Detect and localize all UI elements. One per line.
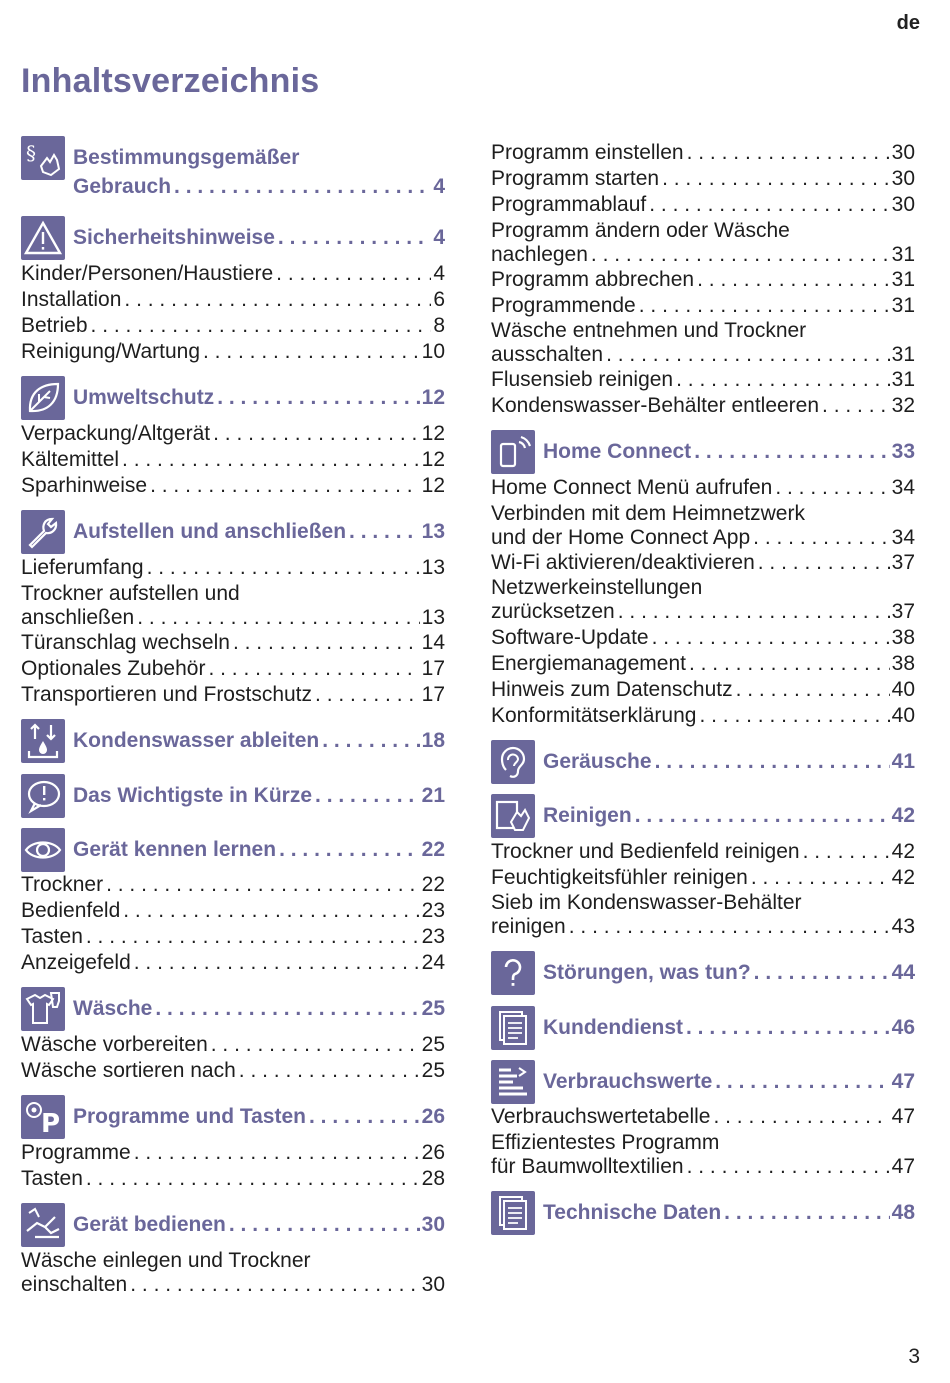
page-ref: 37 [891, 600, 915, 623]
entry-line [491, 525, 915, 551]
page-ref: 13 [421, 606, 445, 629]
language-code: de [896, 12, 920, 34]
documents-icon [491, 1006, 535, 1050]
entry-text: Programm abbrechen [491, 268, 695, 291]
page-ref: 42 [891, 840, 915, 863]
leader-dots [91, 313, 432, 339]
warning-triangle-icon [21, 216, 65, 260]
entry-line [491, 599, 915, 625]
heading-line [73, 519, 445, 545]
leader-dots [649, 192, 889, 218]
cleaning-hand-icon [491, 794, 535, 838]
question-mark-icon [491, 951, 535, 995]
entry-line [21, 682, 445, 708]
heading-text: Technische Daten [543, 1201, 722, 1224]
leader-dots [569, 914, 890, 940]
leader-dots [694, 439, 889, 465]
leader-dots [687, 1154, 890, 1180]
leader-dots [217, 385, 419, 411]
wrench-icon [21, 510, 65, 554]
page-ref: 43 [891, 915, 915, 938]
page-ref: 37 [891, 551, 915, 574]
page-ref: 38 [891, 652, 915, 675]
heading-line [73, 996, 445, 1022]
leader-dots [211, 1032, 420, 1058]
entry-line [491, 242, 915, 268]
page-ref: 26 [421, 1105, 445, 1128]
page-ref: 40 [891, 678, 915, 701]
leader-dots [635, 803, 890, 829]
entry-line [491, 140, 915, 166]
entry-line [21, 555, 445, 581]
entry-line [491, 166, 915, 192]
heading-text: Sicherheitshinweise [73, 226, 275, 249]
page-ref: 17 [421, 657, 445, 680]
heading-text: Kondenswasser ableiten [73, 729, 320, 752]
page-ref: 28 [421, 1167, 445, 1190]
page-ref: 30 [891, 193, 915, 216]
heading-line [543, 1069, 915, 1095]
leader-dots [150, 473, 420, 499]
leader-dots [822, 393, 890, 419]
entry-text: ausschalten [491, 343, 604, 366]
heading-line [73, 385, 445, 411]
entry-line [491, 550, 915, 576]
home-connect-icon [491, 430, 535, 474]
leader-dots [753, 525, 889, 551]
page-ref: 10 [421, 340, 445, 363]
entry-text: Reinigung/Wartung [21, 340, 200, 363]
leader-dots [106, 872, 420, 898]
leader-dots [309, 1104, 420, 1130]
entry-line [491, 1154, 915, 1180]
heading-line [73, 174, 445, 200]
entry-text: Programm starten [491, 167, 660, 190]
hand-operate-icon [21, 1203, 65, 1247]
entry-line [21, 447, 445, 473]
leader-dots [715, 1069, 889, 1095]
page-ref: 48 [891, 1201, 915, 1224]
eye-icon [21, 828, 65, 872]
leader-dots [315, 783, 420, 809]
entry-line [491, 393, 915, 419]
entry-line [491, 192, 915, 218]
page-ref: 31 [891, 294, 915, 317]
page-ref: 25 [421, 997, 445, 1020]
leader-dots [736, 677, 890, 703]
leader-dots [591, 242, 890, 268]
entry-line [21, 898, 445, 924]
leader-dots [754, 960, 890, 986]
leader-dots [130, 1272, 419, 1298]
entry-text: Trockner [21, 873, 104, 896]
page-ref: 18 [421, 729, 445, 752]
entry-text: Wi-Fi aktivieren/deaktivieren [491, 551, 755, 574]
entry-text: Bedienfeld [21, 899, 121, 922]
page-number: 3 [908, 1345, 920, 1368]
speech-bubble-exclamation-icon [21, 774, 65, 818]
page-ref: 13 [421, 556, 445, 579]
entry-line [491, 293, 915, 319]
leader-dots [758, 550, 890, 576]
entry-text: Türanschlag wechseln [21, 631, 230, 654]
leader-dots [618, 599, 890, 625]
page-ref: 33 [891, 440, 915, 463]
page-ref: 22 [421, 873, 445, 896]
entry-line [491, 1104, 915, 1130]
leader-dots [213, 421, 420, 447]
heading-line [543, 749, 915, 775]
entry-text: Software-Update [491, 626, 649, 649]
heading-text: Gerät bedienen [73, 1213, 226, 1236]
entry-line [21, 339, 445, 365]
heading-line [73, 783, 445, 809]
entry-line [21, 924, 445, 950]
entry-line [491, 914, 915, 940]
entry-text: Anzeigefeld [21, 951, 131, 974]
heading-line [543, 803, 915, 829]
entry-text: Effizientestes Programm [491, 1131, 720, 1154]
page-ref: 4 [433, 226, 445, 249]
heading-line [73, 1212, 445, 1238]
entry-line [21, 1272, 445, 1298]
entry-text: Programmende [491, 294, 636, 317]
page-ref: 12 [421, 422, 445, 445]
entry-line [21, 261, 445, 287]
documents-icon [491, 1191, 535, 1235]
heading-line [543, 1200, 915, 1226]
page-ref: 31 [891, 268, 915, 291]
heading-text: Aufstellen und anschließen [73, 520, 347, 543]
entry-line [21, 1248, 445, 1274]
entry-line [21, 950, 445, 976]
program-p-icon [21, 1095, 65, 1139]
entry-text: zurücksetzen [491, 600, 615, 623]
entry-text: Transportieren und Frostschutz [21, 683, 313, 706]
entry-line [491, 218, 915, 244]
page-ref: 23 [421, 925, 445, 948]
leader-dots [322, 728, 419, 754]
leader-dots [174, 174, 431, 200]
entry-line [491, 267, 915, 293]
leader-dots [713, 1104, 889, 1130]
entry-line [491, 501, 915, 527]
leader-dots [122, 447, 420, 473]
heading-text: Kundendienst [543, 1016, 683, 1039]
page-ref: 42 [891, 804, 915, 827]
entry-text: nachlegen [491, 243, 588, 266]
heading-text: Das Wichtigste in Kürze [73, 784, 313, 807]
page-ref: 12 [421, 474, 445, 497]
page-ref: 4 [433, 175, 445, 198]
page-ref: 30 [421, 1213, 445, 1236]
svg-text:P: P [41, 1109, 61, 1139]
page-ref: 30 [421, 1273, 445, 1296]
page-ref: 31 [891, 343, 915, 366]
heading-text: Störungen, was tun? [543, 961, 751, 984]
page-ref: 46 [891, 1016, 915, 1039]
leader-dots [134, 1140, 420, 1166]
paragraph-hand-icon [21, 136, 65, 180]
leader-dots [203, 339, 420, 365]
page-ref: 8 [433, 314, 445, 337]
leader-dots [276, 261, 431, 287]
entry-line [491, 890, 915, 916]
entry-text: Kältemittel [21, 448, 120, 471]
page-ref: 12 [421, 386, 445, 409]
leader-dots [697, 267, 890, 293]
leader-dots [652, 625, 890, 651]
leader-dots [686, 1015, 890, 1041]
entry-line [21, 287, 445, 313]
entry-line [21, 1140, 445, 1166]
entry-text: Programme [21, 1141, 131, 1164]
leader-dots [279, 837, 420, 863]
entry-text: Programmablauf [491, 193, 647, 216]
entry-text: Betrieb [21, 314, 88, 337]
water-drain-icon [21, 719, 65, 763]
entry-text: Wäsche sortieren nach [21, 1059, 236, 1082]
leader-dots [751, 865, 890, 891]
entry-text: Kinder/Personen/Haustiere [21, 262, 274, 285]
entry-line [491, 703, 915, 729]
entry-text: und der Home Connect App [491, 526, 751, 549]
page-ref: 41 [891, 750, 915, 773]
page-ref: 4 [433, 262, 445, 285]
page-ref: 31 [891, 368, 915, 391]
heading-text: Umweltschutz [73, 386, 215, 409]
page-ref: 26 [421, 1141, 445, 1164]
heading-line [543, 439, 915, 465]
page-ref: 23 [421, 899, 445, 922]
heading-line [73, 145, 445, 171]
heading-text: Home Connect [543, 440, 692, 463]
page-ref: 13 [421, 520, 445, 543]
page-title: Inhaltsverzeichnis [21, 62, 320, 100]
page-ref: 22 [421, 838, 445, 861]
page-ref: 24 [421, 951, 445, 974]
entry-line [491, 839, 915, 865]
heading-line [543, 1015, 915, 1041]
entry-text: Netzwerkeinstellungen [491, 576, 703, 599]
ear-icon [491, 740, 535, 784]
leader-dots [155, 996, 419, 1022]
entry-text: für Baumwolltextilien [491, 1155, 684, 1178]
entry-line [491, 318, 915, 344]
entry-line [21, 313, 445, 339]
heading-line [543, 960, 915, 986]
leader-dots [233, 630, 420, 656]
page-ref: 44 [891, 961, 915, 984]
page-ref: 14 [421, 631, 445, 654]
page-ref: 25 [421, 1059, 445, 1082]
page-ref: 34 [891, 476, 915, 499]
leader-dots [349, 519, 420, 545]
entry-text: Optionales Zubehör [21, 657, 206, 680]
entry-text: Wäsche vorbereiten [21, 1033, 208, 1056]
leader-dots [775, 475, 889, 501]
entry-text: Wäsche entnehmen und Trockner [491, 319, 807, 342]
entry-text: Hinweis zum Datenschutz [491, 678, 733, 701]
leader-dots [239, 1058, 420, 1084]
entry-line [491, 651, 915, 677]
entry-line [491, 625, 915, 651]
entry-line [491, 677, 915, 703]
leader-dots [147, 555, 420, 581]
entry-line [21, 1032, 445, 1058]
entry-line [491, 342, 915, 368]
heading-text: Reinigen [543, 804, 632, 827]
page-ref: 40 [891, 704, 915, 727]
leader-dots [124, 287, 431, 313]
entry-line [21, 1058, 445, 1084]
page-ref: 25 [421, 1033, 445, 1056]
leader-dots [803, 839, 890, 865]
leader-dots [655, 749, 890, 775]
entry-text: Sieb im Kondenswasser-Behälter [491, 891, 802, 914]
entry-line [491, 1130, 915, 1156]
heading-line [73, 837, 445, 863]
entry-text: Programm einstellen [491, 141, 684, 164]
page-ref: 38 [891, 626, 915, 649]
entry-line [491, 575, 915, 601]
entry-text: Verbinden mit dem Heimnetzwerk [491, 502, 805, 525]
page-ref: 47 [891, 1155, 915, 1178]
leader-dots [606, 342, 890, 368]
page-ref: 34 [891, 526, 915, 549]
laundry-icon [21, 987, 65, 1031]
leader-dots [687, 140, 890, 166]
heading-line [73, 225, 445, 251]
page-ref: 30 [891, 141, 915, 164]
leaf-icon [21, 376, 65, 420]
entry-text: Flusensieb reinigen [491, 368, 674, 391]
consumption-bars-icon [491, 1060, 535, 1104]
entry-line [491, 367, 915, 393]
leader-dots [86, 1166, 420, 1192]
heading-text: Programme und Tasten [73, 1105, 306, 1128]
entry-text: Home Connect Menü aufrufen [491, 476, 773, 499]
heading-text: Wäsche [73, 997, 153, 1020]
leader-dots [86, 924, 420, 950]
leader-dots [315, 682, 420, 708]
heading-line [73, 1104, 445, 1130]
entry-line [21, 421, 445, 447]
leader-dots [123, 898, 419, 924]
entry-line [21, 630, 445, 656]
entry-text: Tasten [21, 1167, 83, 1190]
svg-text:§: § [26, 141, 36, 165]
page-ref: 6 [433, 288, 445, 311]
leader-dots [676, 367, 890, 393]
entry-line [21, 605, 445, 631]
leader-dots [278, 225, 431, 251]
entry-text: Trockner und Bedienfeld reinigen [491, 840, 800, 863]
entry-line [491, 475, 915, 501]
entry-text: Feuchtigkeitsfühler reinigen [491, 866, 748, 889]
page-ref: 47 [891, 1070, 915, 1093]
entry-text: Sparhinweise [21, 474, 148, 497]
leader-dots [137, 605, 419, 631]
heading-text: Gerät kennen lernen [73, 838, 277, 861]
heading-text: Geräusche [543, 750, 652, 773]
heading-text: Gebrauch [73, 175, 172, 198]
leader-dots [229, 1212, 420, 1238]
page-ref: 47 [891, 1105, 915, 1128]
page-ref: 30 [891, 167, 915, 190]
entry-text: Energiemanagement [491, 652, 686, 675]
leader-dots [662, 166, 890, 192]
entry-text: Verpackung/Altgerät [21, 422, 211, 445]
entry-text: Tasten [21, 925, 83, 948]
page-ref: 12 [421, 448, 445, 471]
leader-dots [699, 703, 889, 729]
entry-text: anschließen [21, 606, 135, 629]
entry-text: Verbrauchswertetabelle [491, 1105, 711, 1128]
entry-line [21, 1166, 445, 1192]
page-ref: 21 [421, 784, 445, 807]
page-ref: 32 [891, 394, 915, 417]
entry-text: Kondenswasser-Behälter entleeren [491, 394, 820, 417]
entry-line [21, 473, 445, 499]
heading-line [73, 728, 445, 754]
entry-text: reinigen [491, 915, 566, 938]
entry-text: Wäsche einlegen und Trockner [21, 1249, 311, 1272]
page-ref: 42 [891, 866, 915, 889]
heading-text: Bestimmungsgemäßer [73, 146, 300, 169]
entry-text: Trockner aufstellen und [21, 582, 240, 605]
entry-line [21, 656, 445, 682]
entry-line [21, 872, 445, 898]
leader-dots [208, 656, 419, 682]
entry-line [491, 865, 915, 891]
leader-dots [689, 651, 890, 677]
leader-dots [639, 293, 890, 319]
page-ref: 31 [891, 243, 915, 266]
entry-text: Installation [21, 288, 122, 311]
leader-dots [134, 950, 420, 976]
entry-text: einschalten [21, 1273, 128, 1296]
entry-text: Konformitätserklärung [491, 704, 697, 727]
entry-line [21, 581, 445, 607]
heading-text: Verbrauchswerte [543, 1070, 713, 1093]
page-ref: 17 [421, 683, 445, 706]
leader-dots [724, 1200, 889, 1226]
entry-text: Programm ändern oder Wäsche [491, 219, 790, 242]
entry-text: Lieferumfang [21, 556, 144, 579]
